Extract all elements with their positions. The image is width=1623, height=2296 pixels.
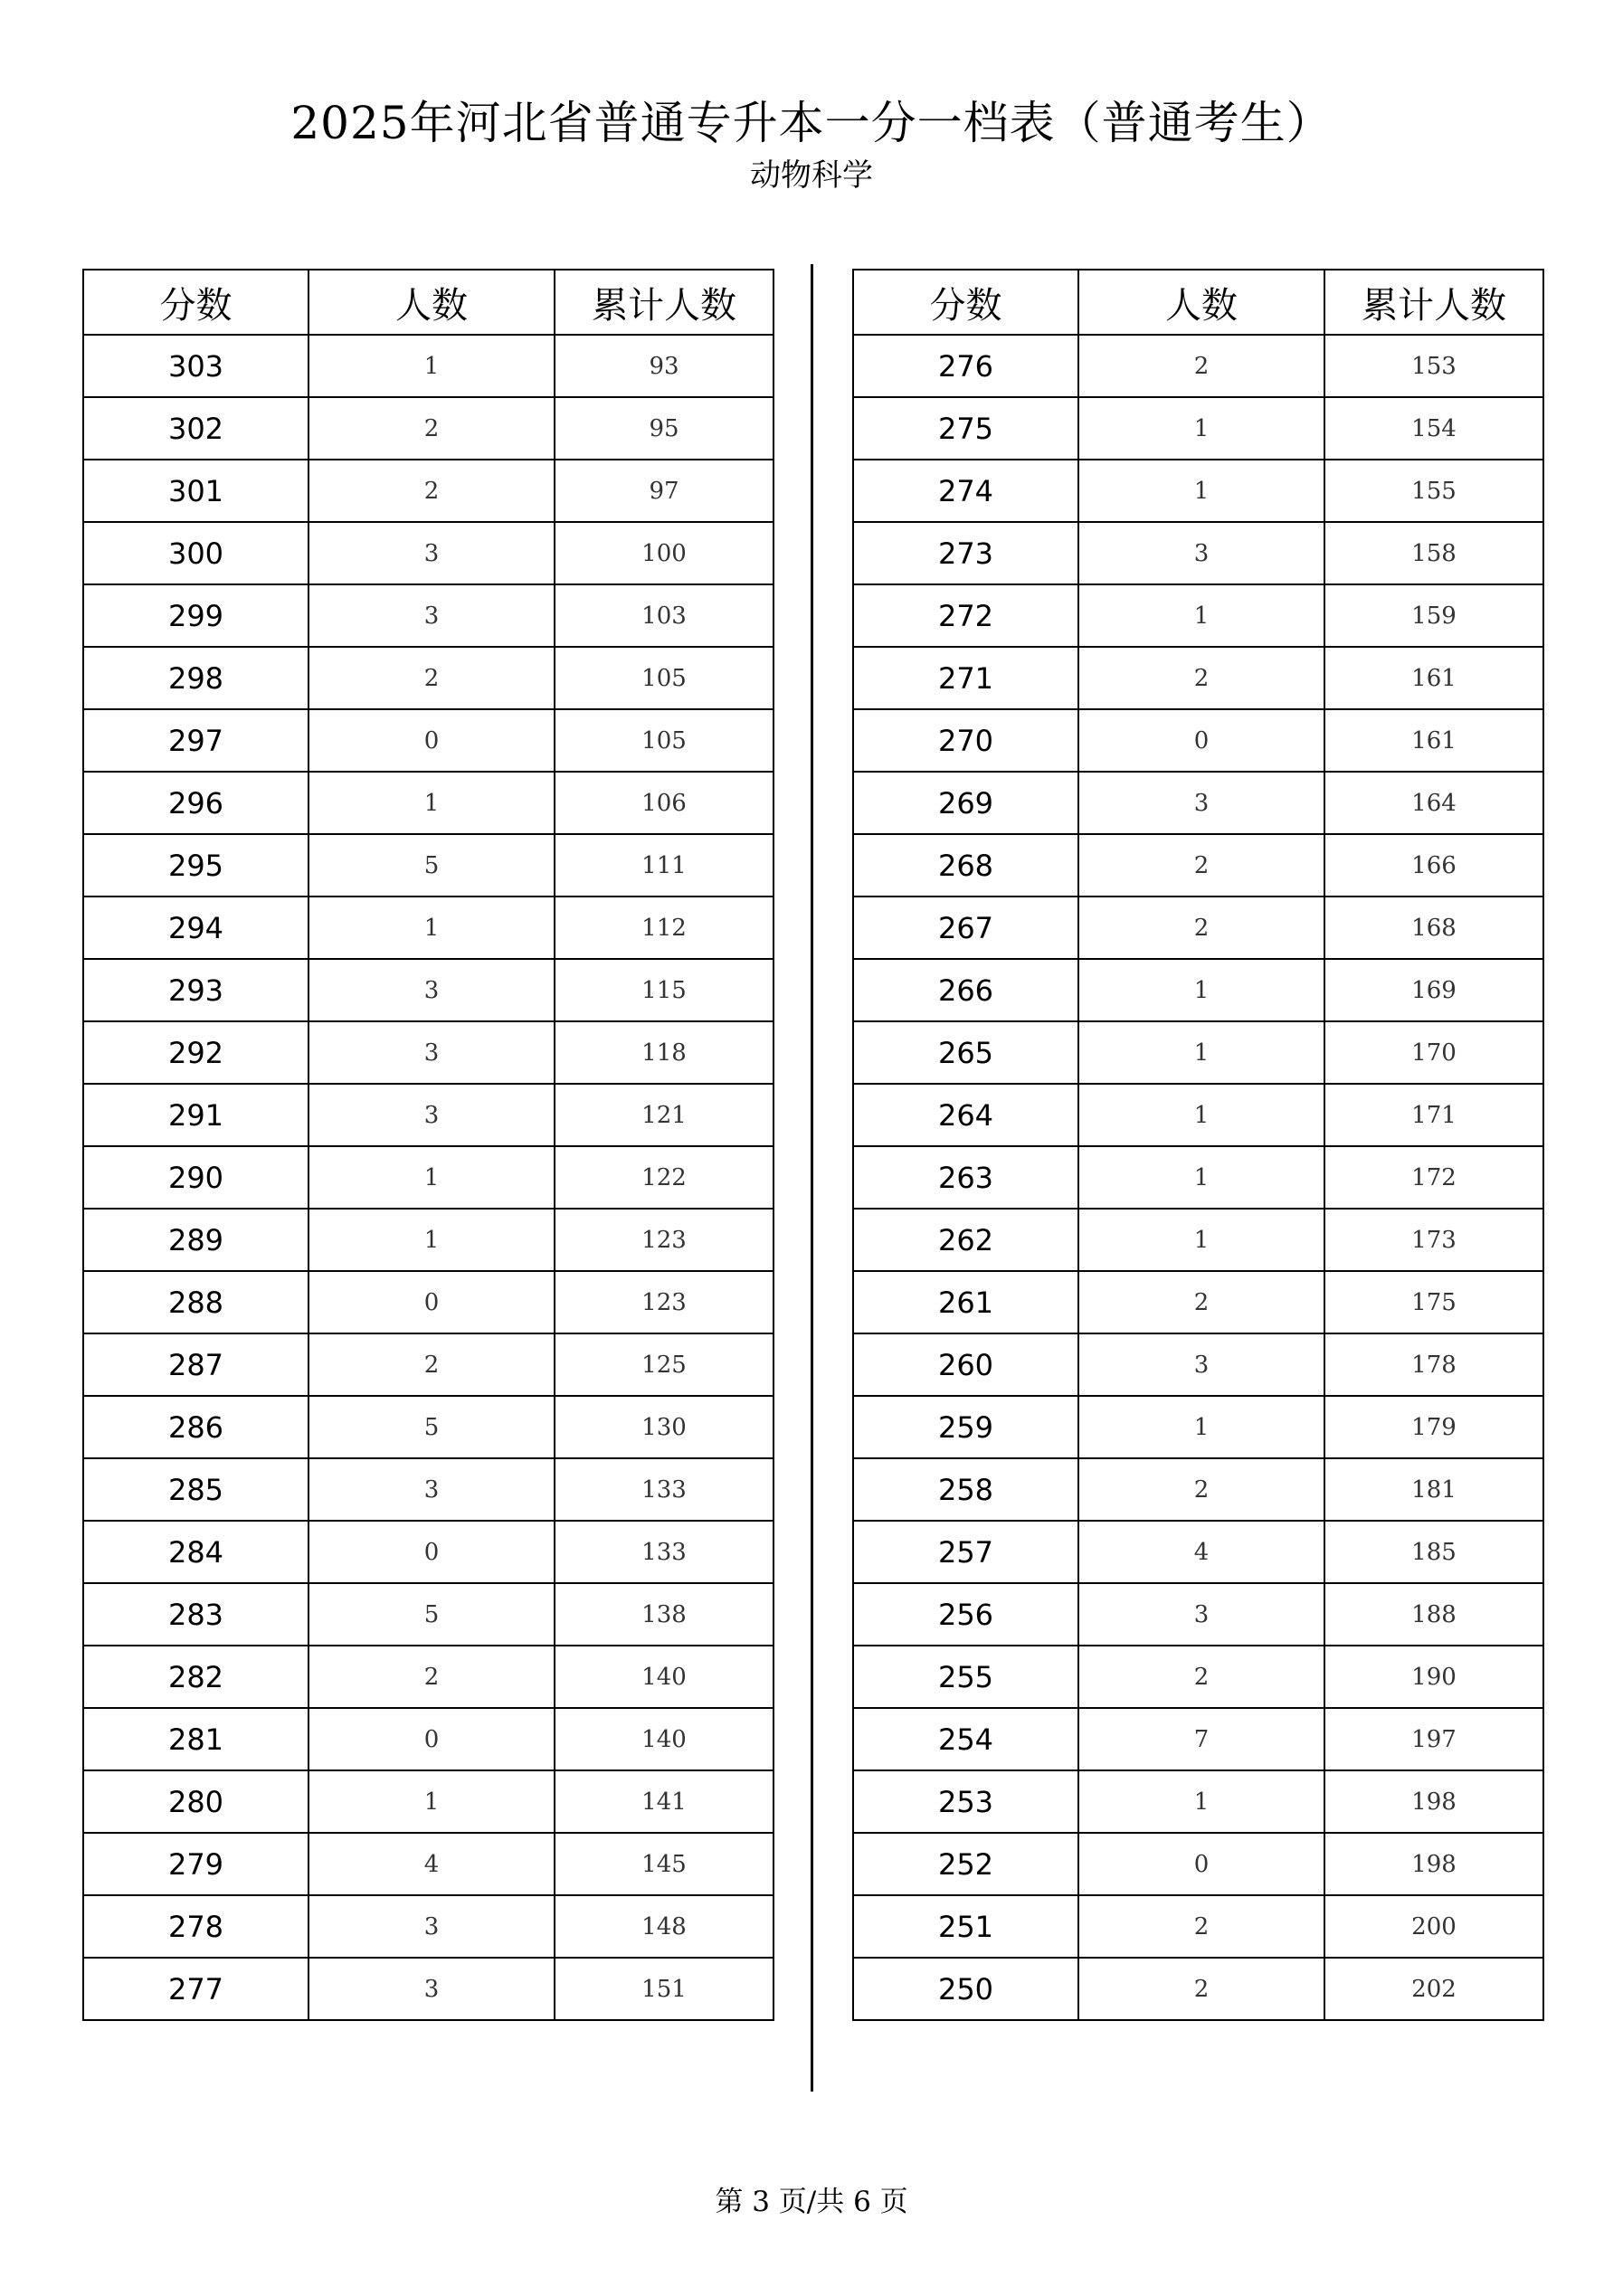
cell-cumulative: 179: [1324, 1396, 1543, 1458]
cell-count: 3: [308, 959, 555, 1021]
cell-count: 2: [308, 1646, 555, 1708]
cell-cumulative: 111: [555, 834, 774, 897]
cell-cumulative: 138: [555, 1583, 774, 1646]
table-row: [853, 1895, 1543, 1958]
table-row: [853, 1521, 1543, 1583]
table-row: [83, 1084, 774, 1146]
header-cumulative: 累计人数: [555, 270, 774, 335]
cell-score: 299: [83, 584, 308, 647]
cell-score: 302: [83, 397, 308, 460]
cell-cumulative: 118: [555, 1021, 774, 1084]
cell-count: 1: [1078, 1209, 1324, 1271]
table-row: [853, 834, 1543, 897]
table-row: [853, 1021, 1543, 1084]
cell-cumulative: 105: [555, 709, 774, 772]
cell-score: 279: [83, 1833, 308, 1895]
cell-score: 267: [853, 897, 1078, 959]
cell-score: 286: [83, 1396, 308, 1458]
cell-score: 271: [853, 647, 1078, 709]
table-row: [83, 1333, 774, 1396]
cell-score: 280: [83, 1770, 308, 1833]
cell-score: 251: [853, 1895, 1078, 1958]
table-row: [853, 522, 1543, 584]
cell-count: 1: [1078, 1146, 1324, 1209]
cell-count: 3: [308, 1084, 555, 1146]
table-row: [83, 397, 774, 460]
table-row: [83, 1271, 774, 1333]
cell-cumulative: 185: [1324, 1521, 1543, 1583]
cell-cumulative: 123: [555, 1271, 774, 1333]
cell-count: 4: [308, 1833, 555, 1895]
cell-cumulative: 164: [1324, 772, 1543, 834]
cell-cumulative: 130: [555, 1396, 774, 1458]
cell-count: 2: [1078, 647, 1324, 709]
table-row: [83, 1958, 774, 2020]
cell-count: 1: [308, 897, 555, 959]
cell-count: 3: [308, 1958, 555, 2020]
cell-count: 4: [1078, 1521, 1324, 1583]
cell-cumulative: 197: [1324, 1708, 1543, 1770]
header-score: 分数: [853, 270, 1078, 335]
cell-score: 272: [853, 584, 1078, 647]
cell-count: 0: [1078, 709, 1324, 772]
cell-score: 256: [853, 1583, 1078, 1646]
table-row: [83, 335, 774, 397]
table-row: [83, 772, 774, 834]
cell-score: 297: [83, 709, 308, 772]
cell-count: 3: [308, 1895, 555, 1958]
cell-cumulative: 133: [555, 1521, 774, 1583]
cell-score: 265: [853, 1021, 1078, 1084]
cell-cumulative: 172: [1324, 1146, 1543, 1209]
cell-count: 1: [1078, 1084, 1324, 1146]
table-row: [83, 584, 774, 647]
cell-count: 3: [1078, 522, 1324, 584]
cell-cumulative: 100: [555, 522, 774, 584]
cell-cumulative: 112: [555, 897, 774, 959]
cell-cumulative: 198: [1324, 1833, 1543, 1895]
cell-score: 264: [853, 1084, 1078, 1146]
cell-score: 258: [853, 1458, 1078, 1521]
cell-cumulative: 168: [1324, 897, 1543, 959]
table-header-row: [83, 270, 774, 335]
cell-cumulative: 155: [1324, 460, 1543, 522]
table-row: [853, 709, 1543, 772]
cell-cumulative: 95: [555, 397, 774, 460]
cell-cumulative: 166: [1324, 834, 1543, 897]
table-row: [853, 1396, 1543, 1458]
cell-score: 255: [853, 1646, 1078, 1708]
cell-cumulative: 103: [555, 584, 774, 647]
cell-score: 252: [853, 1833, 1078, 1895]
table-row: [83, 1521, 774, 1583]
cell-cumulative: 178: [1324, 1333, 1543, 1396]
cell-score: 282: [83, 1646, 308, 1708]
cell-count: 0: [308, 709, 555, 772]
cell-count: 0: [308, 1271, 555, 1333]
cell-score: 273: [853, 522, 1078, 584]
header-score: 分数: [83, 270, 308, 335]
cell-score: 284: [83, 1521, 308, 1583]
cell-count: 2: [308, 460, 555, 522]
table-row: [853, 335, 1543, 397]
table-row: [853, 1146, 1543, 1209]
cell-count: 2: [1078, 897, 1324, 959]
header-cumulative: 累计人数: [1324, 270, 1543, 335]
cell-count: 7: [1078, 1708, 1324, 1770]
cell-score: 278: [83, 1895, 308, 1958]
cell-count: 1: [1078, 1770, 1324, 1833]
table-row: [83, 522, 774, 584]
cell-score: 257: [853, 1521, 1078, 1583]
cell-score: 268: [853, 834, 1078, 897]
cell-score: 281: [83, 1708, 308, 1770]
table-row: [853, 460, 1543, 522]
page-footer: 第 3 页/共 6 页: [715, 2186, 908, 2218]
cell-count: 3: [1078, 1333, 1324, 1396]
cell-score: 261: [853, 1271, 1078, 1333]
cell-count: 1: [1078, 1021, 1324, 1084]
table-row: [83, 1708, 774, 1770]
table-row: [83, 1146, 774, 1209]
cell-cumulative: 159: [1324, 584, 1543, 647]
cell-cumulative: 97: [555, 460, 774, 522]
cell-cumulative: 148: [555, 1895, 774, 1958]
table-row: [83, 1895, 774, 1958]
cell-cumulative: 115: [555, 959, 774, 1021]
cell-count: 1: [1078, 397, 1324, 460]
cell-count: 1: [308, 1770, 555, 1833]
table-row: [83, 709, 774, 772]
table-row: [83, 1209, 774, 1271]
cell-cumulative: 93: [555, 335, 774, 397]
cell-score: 289: [83, 1209, 308, 1271]
cell-count: 1: [1078, 959, 1324, 1021]
table-row: [853, 647, 1543, 709]
table-row: [853, 959, 1543, 1021]
table-row: [853, 772, 1543, 834]
table-row: [853, 1833, 1543, 1895]
cell-score: 275: [853, 397, 1078, 460]
cell-cumulative: 145: [555, 1833, 774, 1895]
cell-count: 2: [1078, 1271, 1324, 1333]
cell-cumulative: 153: [1324, 335, 1543, 397]
cell-count: 0: [308, 1521, 555, 1583]
cell-cumulative: 106: [555, 772, 774, 834]
table-row: [853, 897, 1543, 959]
cell-cumulative: 200: [1324, 1895, 1543, 1958]
table-row: [83, 1583, 774, 1646]
cell-score: 283: [83, 1583, 308, 1646]
cell-cumulative: 173: [1324, 1209, 1543, 1271]
cell-score: 294: [83, 897, 308, 959]
table-row: [853, 1209, 1543, 1271]
cell-score: 270: [853, 709, 1078, 772]
cell-cumulative: 125: [555, 1333, 774, 1396]
cell-count: 2: [1078, 1958, 1324, 2020]
score-table-right: [852, 269, 1544, 2021]
cell-count: 3: [308, 584, 555, 647]
table-row: [83, 959, 774, 1021]
cell-count: 2: [1078, 834, 1324, 897]
cell-score: 285: [83, 1458, 308, 1521]
cell-score: 303: [83, 335, 308, 397]
cell-count: 1: [1078, 1396, 1324, 1458]
cell-score: 260: [853, 1333, 1078, 1396]
cell-score: 263: [853, 1146, 1078, 1209]
cell-cumulative: 169: [1324, 959, 1543, 1021]
cell-score: 290: [83, 1146, 308, 1209]
cell-cumulative: 175: [1324, 1271, 1543, 1333]
cell-cumulative: 105: [555, 647, 774, 709]
cell-count: 1: [1078, 460, 1324, 522]
cell-count: 2: [308, 1333, 555, 1396]
score-table-left: [82, 269, 774, 2021]
cell-cumulative: 198: [1324, 1770, 1543, 1833]
cell-score: 274: [853, 460, 1078, 522]
table-row: [853, 1333, 1543, 1396]
cell-count: 5: [308, 834, 555, 897]
cell-score: 254: [853, 1708, 1078, 1770]
column-divider: [811, 264, 813, 2092]
cell-score: 287: [83, 1333, 308, 1396]
cell-score: 250: [853, 1958, 1078, 2020]
table-row: [853, 1770, 1543, 1833]
cell-cumulative: 123: [555, 1209, 774, 1271]
cell-score: 300: [83, 522, 308, 584]
cell-count: 2: [308, 397, 555, 460]
table-row: [83, 1770, 774, 1833]
cell-score: 296: [83, 772, 308, 834]
cell-count: 1: [308, 1146, 555, 1209]
table-row: [853, 1708, 1543, 1770]
cell-count: 0: [1078, 1833, 1324, 1895]
table-row: [853, 1458, 1543, 1521]
cell-count: 3: [308, 1458, 555, 1521]
cell-count: 2: [308, 647, 555, 709]
cell-cumulative: 151: [555, 1958, 774, 2020]
cell-cumulative: 170: [1324, 1021, 1543, 1084]
cell-score: 262: [853, 1209, 1078, 1271]
cell-cumulative: 181: [1324, 1458, 1543, 1521]
table-row: [83, 1021, 774, 1084]
cell-cumulative: 158: [1324, 522, 1543, 584]
cell-cumulative: 202: [1324, 1958, 1543, 2020]
header-count: 人数: [308, 270, 555, 335]
cell-score: 259: [853, 1396, 1078, 1458]
cell-score: 292: [83, 1021, 308, 1084]
table-row: [853, 584, 1543, 647]
table-row: [853, 1958, 1543, 2020]
cell-score: 298: [83, 647, 308, 709]
cell-count: 3: [308, 1021, 555, 1084]
table-row: [83, 834, 774, 897]
table-row: [853, 397, 1543, 460]
cell-cumulative: 154: [1324, 397, 1543, 460]
cell-count: 0: [308, 1708, 555, 1770]
cell-score: 301: [83, 460, 308, 522]
cell-count: 1: [308, 772, 555, 834]
cell-score: 288: [83, 1271, 308, 1333]
table-row: [853, 1084, 1543, 1146]
table-row: [83, 460, 774, 522]
table-row: [853, 1583, 1543, 1646]
cell-count: 2: [1078, 1458, 1324, 1521]
cell-cumulative: 171: [1324, 1084, 1543, 1146]
cell-cumulative: 188: [1324, 1583, 1543, 1646]
cell-score: 253: [853, 1770, 1078, 1833]
cell-cumulative: 190: [1324, 1646, 1543, 1708]
table-row: [83, 897, 774, 959]
cell-cumulative: 140: [555, 1646, 774, 1708]
table-header-row: [853, 270, 1543, 335]
table-row: [83, 1458, 774, 1521]
cell-score: 266: [853, 959, 1078, 1021]
cell-cumulative: 140: [555, 1708, 774, 1770]
cell-cumulative: 133: [555, 1458, 774, 1521]
table-row: [853, 1646, 1543, 1708]
cell-count: 5: [308, 1396, 555, 1458]
cell-cumulative: 122: [555, 1146, 774, 1209]
header-count: 人数: [1078, 270, 1324, 335]
cell-score: 291: [83, 1084, 308, 1146]
cell-cumulative: 161: [1324, 647, 1543, 709]
cell-count: 3: [1078, 772, 1324, 834]
cell-count: 1: [308, 1209, 555, 1271]
page-subtitle: 动物科学: [750, 157, 873, 194]
cell-count: 3: [308, 522, 555, 584]
table-row: [853, 1271, 1543, 1333]
table-row: [83, 647, 774, 709]
cell-count: 2: [1078, 1646, 1324, 1708]
cell-count: 3: [1078, 1583, 1324, 1646]
cell-count: 1: [1078, 584, 1324, 647]
cell-score: 295: [83, 834, 308, 897]
cell-count: 5: [308, 1583, 555, 1646]
page-title: 2025年河北省普通专升本一分一档表（普通考生）: [290, 97, 1333, 149]
cell-score: 277: [83, 1958, 308, 2020]
cell-score: 293: [83, 959, 308, 1021]
table-row: [83, 1396, 774, 1458]
cell-score: 269: [853, 772, 1078, 834]
cell-cumulative: 161: [1324, 709, 1543, 772]
cell-count: 1: [308, 335, 555, 397]
cell-count: 2: [1078, 335, 1324, 397]
cell-count: 2: [1078, 1895, 1324, 1958]
table-row: [83, 1646, 774, 1708]
cell-cumulative: 121: [555, 1084, 774, 1146]
cell-score: 276: [853, 335, 1078, 397]
table-row: [83, 1833, 774, 1895]
cell-cumulative: 141: [555, 1770, 774, 1833]
